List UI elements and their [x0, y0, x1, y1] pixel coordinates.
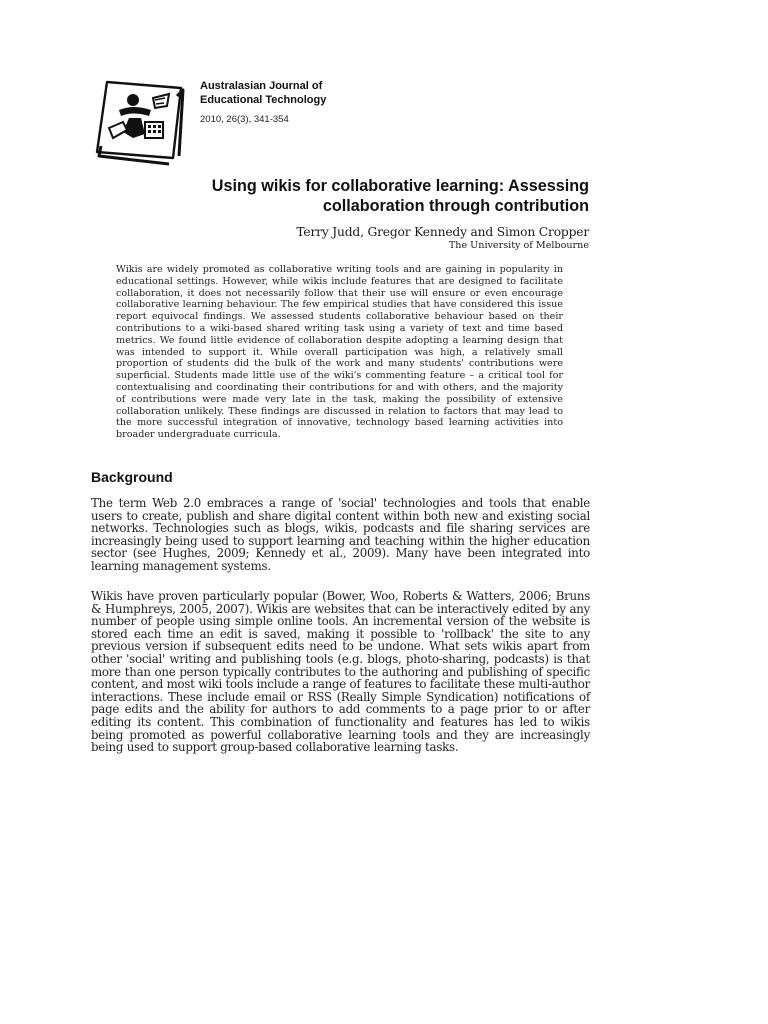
journal-logo-icon [93, 76, 185, 166]
author-affiliation: The University of Melbourne [448, 240, 589, 251]
article-authors: Terry Judd, Gregor Kennedy and Simon Cropper [296, 225, 589, 239]
journal-name [200, 79, 326, 107]
journal-name-line2: Educational Technology [200, 94, 327, 106]
journal-name-line1: Australasian Journal of [200, 80, 323, 92]
article-title [160, 176, 589, 216]
article-title-line2: collaboration through contribution [322, 197, 589, 215]
abstract-text: Wikis are widely promoted as collaborative writing tools and are gaining in popularity in educational settings. However, while wikis include features that are designed to facilitate collaboration, it does not necessarily follow that their use will ensure or even encourage collaborative learning behaviour. The few empirical studies that have considered this issue report equivocal findings. We assessed students collaborative behaviour based on their contributions to a wiki-based shared writing task using a variety of text and time based metrics. We found little evidence of collaboration despite adopting a learning design that was intended to support it. While overall participation was high, a relatively small proportion of students did the bulk of the work and many students' contributions were superficial. Students made little use of the wiki's commenting feature – a critical tool for contextualising and coordinating their contributions for and with others, and the majority of contributions were made very late in the task, making the possibility of extensive collaboration unlikely. These findings are discussed in relation to factors that may lead to the more successful integration of innovative, technology based learning activities into broader undergraduate curricula. [116, 264, 563, 441]
article-title-line1: Using wikis for collaborative learning: Assessing [211, 177, 589, 195]
section-heading: Background [91, 469, 173, 485]
body-paragraph-2: Wikis have proven particularly popular (Bower, Woo, Roberts & Watters, 2006; Bruns & Humphreys, 2005, 2007). Wikis are websites that can be interactively edited by any number of people using simple online tools. An incremental version of the website is stored each time an edit is saved, making it possible to 'rollback' the site to any previous version if subsequent edits need to be undone. What sets wikis apart from other 'social' writing and publishing tools (e.g. blogs, photo-sharing, podcasts) is that more than one person typically contributes to the authoring and publishing of specific content, and most wiki tools include a range of features to facilitate these multi-author interactions. These include email or RSS (Really Simple Syndication) notifications of page edits and the ability for authors to add comments to a page prior to or after editing its content. This combination of functionality and features has led to wikis being promoted as powerful collaborative learning tools and they are increasingly being used to support group-based collaborative learning tasks. [91, 589, 590, 755]
journal-citation: 2010, 26(3), 341-354 [200, 114, 289, 125]
body-paragraph-1: The term Web 2.0 embraces a range of 'social' technologies and tools that enable users to create, publish and share digital content within both new and existing social networks. Technologies such as blogs, wikis, podcasts and file sharing services are increasingly being used to support learning and teaching within the higher education sector (see Hughes, 2009; Kennedy et al., 2009). Many have been integrated into learning management systems. [91, 496, 590, 573]
